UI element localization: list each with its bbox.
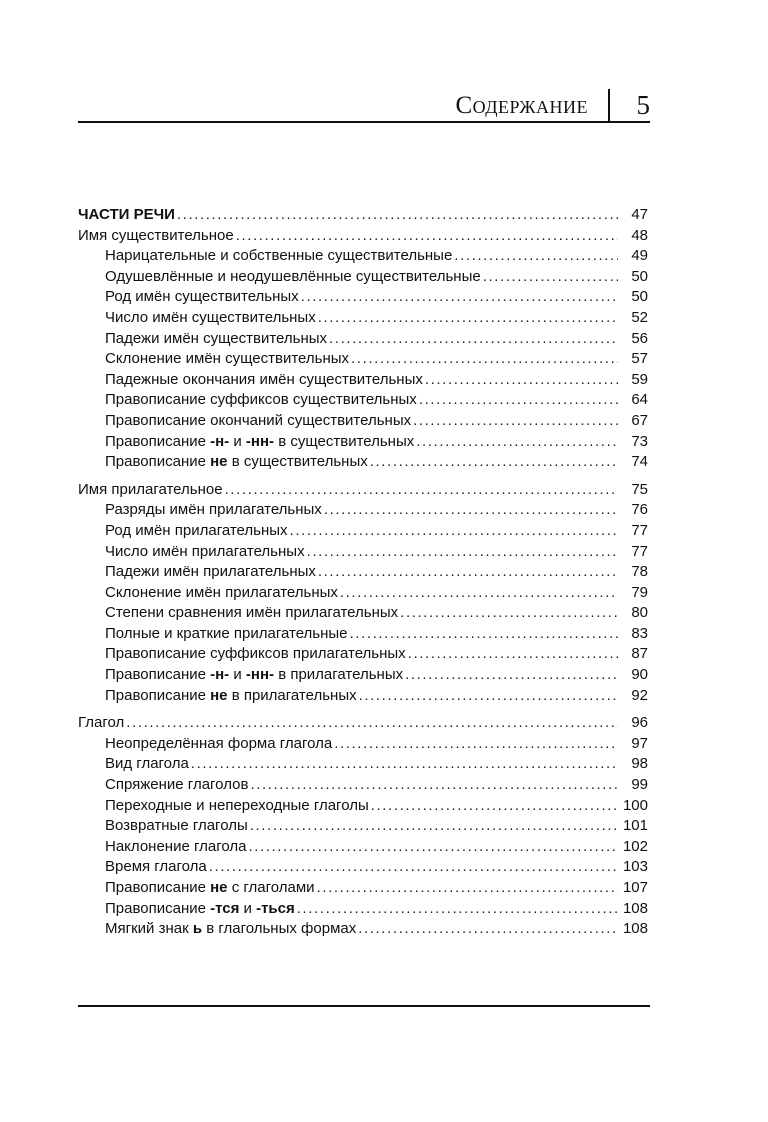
toc-entry-text: Неопределённая форма глагола: [105, 734, 333, 752]
toc-page-number: 98: [631, 755, 648, 773]
toc-page-number: 77: [631, 542, 648, 560]
toc-entry-emphasis: -тся: [210, 899, 240, 917]
toc-leader: [371, 796, 618, 817]
table-of-contents: [78, 205, 648, 947]
toc-leader: [290, 521, 618, 542]
toc-page-number: 49: [631, 247, 648, 265]
toc-entry-label: [105, 603, 398, 624]
toc-entry-text: и: [239, 899, 257, 917]
toc-entry-text: Правописание суффиксов существительных: [105, 391, 417, 409]
toc-page-number: 75: [631, 480, 648, 498]
toc-chapter-label: Имя прилагательное: [78, 480, 223, 498]
toc-page-number: 57: [631, 350, 648, 368]
toc-leader: [350, 624, 618, 645]
toc-leader: [236, 226, 618, 247]
toc-page-number: 83: [631, 624, 648, 642]
toc-entry-row: [78, 411, 648, 432]
toc-entry-text: Правописание окончаний существительных: [105, 411, 412, 429]
toc-entry-row: [78, 308, 648, 329]
toc-entry-text: Правописание: [105, 453, 211, 471]
toc-page-number: 52: [631, 308, 648, 326]
toc-page-number: 102: [622, 837, 648, 855]
toc-entry-label: [105, 816, 248, 837]
toc-entry-emphasis: не: [210, 879, 228, 896]
toc-entry-row: [78, 329, 648, 350]
header-title: Содержание: [455, 92, 588, 119]
toc-leader: [301, 287, 618, 308]
toc-leader: [329, 329, 618, 350]
toc-chapter-row: [78, 226, 648, 247]
toc-entry-text: Одушевлённые и неодушевлённые существительные: [105, 267, 481, 285]
toc-entry-row: [78, 837, 648, 858]
toc-entry-row: [78, 754, 648, 775]
toc-page-number: 101: [622, 817, 648, 835]
toc-leader: [419, 390, 618, 411]
toc-entry-text: Время глагола: [105, 858, 207, 876]
toc-entry-row: [78, 919, 648, 940]
toc-entry-text: в существительных: [227, 453, 368, 471]
toc-leader: [318, 308, 618, 329]
toc-entry-text: Число имён прилагательных: [105, 542, 305, 560]
toc-entry-emphasis: -н-: [210, 666, 230, 684]
toc-entry-label: [105, 878, 315, 899]
toc-entry-emphasis: ь: [192, 920, 203, 938]
toc-entry-label: [105, 542, 305, 563]
toc-entry-label: [105, 287, 299, 308]
toc-page-number: 59: [631, 370, 648, 388]
toc-entry-row: [78, 287, 648, 308]
toc-page-number: 90: [631, 666, 648, 684]
toc-entry-label: [105, 796, 369, 817]
toc-entry-text: Наклонение глагола: [105, 837, 247, 855]
toc-entry-row: [78, 267, 648, 288]
toc-entry-row: [78, 878, 648, 899]
toc-entry-text: Падежные окончания имён существительных: [105, 370, 423, 388]
toc-entry-label: [105, 308, 316, 329]
toc-entry-text: Падежи имён прилагательных: [105, 563, 316, 581]
toc-entry-row: [78, 644, 648, 665]
toc-entry-label: [105, 857, 207, 878]
toc-entry-label: [105, 390, 417, 411]
toc-leader: [191, 754, 618, 775]
toc-entry-emphasis: не: [210, 686, 228, 704]
toc-noun-items: [78, 246, 648, 473]
toc-entry-text: Полные и краткие прилагательные: [105, 624, 348, 642]
toc-entry-row: [78, 370, 648, 391]
toc-section-verb: [78, 713, 648, 940]
toc-leader: [297, 899, 618, 920]
toc-entry-text: Склонение имён прилагательных: [105, 583, 338, 601]
toc-entry-text: Род имён существительных: [105, 288, 299, 306]
toc-leader: [413, 411, 618, 432]
toc-page-number: 99: [631, 776, 648, 794]
toc-leader: [250, 775, 618, 796]
toc-entry-row: [78, 624, 648, 645]
toc-leader: [340, 583, 618, 604]
toc-chapter-label: Имя существительное: [78, 226, 234, 244]
toc-leader: [370, 452, 618, 473]
toc-entry-label: [105, 411, 411, 432]
toc-entry-label: [105, 686, 357, 707]
toc-entry-emphasis: не: [210, 453, 228, 471]
toc-leader: [359, 686, 618, 707]
toc-entry-text: Правописание: [105, 432, 211, 450]
toc-entry-row: [78, 796, 648, 817]
toc-entry-emphasis: -ться: [256, 899, 295, 917]
toc-page-number: 79: [631, 583, 648, 601]
toc-entry-label: [105, 644, 406, 665]
toc-entry-row: [78, 857, 648, 878]
toc-entry-label: [105, 583, 338, 604]
toc-entry-row: [78, 349, 648, 370]
toc-entry-row: [78, 521, 648, 542]
toc-entry-label: [105, 267, 481, 288]
toc-leader: [307, 542, 618, 563]
toc-entry-row: [78, 775, 648, 796]
toc-entry-label: [105, 899, 295, 920]
toc-entry-label: [105, 665, 403, 686]
toc-leader: [317, 878, 618, 899]
toc-page-number: 108: [622, 899, 648, 917]
toc-entry-text: Правописание: [105, 666, 211, 684]
toc-chapter-row: [78, 480, 648, 501]
toc-entry-label: [105, 734, 332, 755]
toc-leader: [405, 665, 618, 686]
toc-entry-label: [105, 754, 189, 775]
toc-leader: [400, 603, 618, 624]
toc-leader: [225, 480, 618, 501]
toc-page-number: 74: [631, 453, 648, 471]
toc-page-number: 77: [631, 521, 648, 539]
toc-entry-label: [105, 349, 349, 370]
toc-page-number: 56: [631, 329, 648, 347]
toc-entry-text: Возвратные глаголы: [105, 817, 248, 835]
toc-entry-label: [105, 624, 348, 645]
toc-entry-text: с глаголами: [227, 879, 315, 896]
toc-leader: [126, 713, 618, 734]
toc-entry-emphasis: -нн-: [245, 666, 275, 684]
toc-heading-label: ЧАСТИ РЕЧИ: [78, 206, 175, 223]
toc-entry-row: [78, 542, 648, 563]
toc-entry-label: [105, 919, 356, 940]
toc-page-number: 78: [631, 563, 648, 581]
toc-page-number: 50: [631, 288, 648, 306]
toc-leader: [483, 267, 618, 288]
toc-entry-text: и: [229, 666, 246, 684]
header-page-number: 5: [636, 90, 650, 120]
toc-section-heading: [78, 205, 648, 473]
toc-entry-label: [105, 500, 322, 521]
toc-entry-text: в прилагательных: [227, 686, 357, 704]
toc-entry-row: [78, 816, 648, 837]
toc-entry-text: Правописание: [105, 879, 211, 896]
toc-entry-label: [105, 775, 248, 796]
toc-entry-row: [78, 246, 648, 267]
toc-page-number: 48: [631, 226, 648, 244]
toc-entry-text: Переходные и непереходные глаголы: [105, 796, 369, 814]
toc-entry-text: Вид глагола: [105, 755, 189, 773]
toc-page-number: 97: [631, 734, 648, 752]
toc-chapter-row: [78, 713, 648, 734]
toc-heading-row: [78, 205, 648, 226]
toc-entry-row: [78, 452, 648, 473]
toc-page-number: 67: [631, 411, 648, 429]
toc-entry-text: и: [229, 432, 246, 450]
toc-page-number: 76: [631, 501, 648, 519]
toc-entry-text: Склонение имён существительных: [105, 350, 350, 368]
toc-leader: [425, 370, 618, 391]
toc-entry-text: Нарицательные и собственные существительные: [105, 247, 453, 265]
toc-entry-row: [78, 583, 648, 604]
toc-entry-text: в глагольных формах: [202, 920, 357, 938]
toc-page-number: 103: [622, 858, 648, 876]
toc-leader: [318, 562, 618, 583]
toc-leader: [248, 837, 618, 858]
toc-entry-text: в прилагательных: [274, 666, 404, 684]
toc-entry-label: [105, 521, 288, 542]
toc-leader: [408, 644, 618, 665]
toc-leader: [351, 349, 618, 370]
toc-entry-text: Род имён прилагательных: [105, 521, 288, 539]
toc-entry-label: [105, 432, 414, 453]
toc-entry-text: в существительных: [274, 432, 415, 450]
toc-chapter-label: Глагол: [78, 714, 125, 732]
toc-entry-emphasis: -н-: [210, 432, 230, 450]
footer-rule: [78, 1005, 650, 1007]
toc-entry-row: [78, 686, 648, 707]
toc-entry-text: Правописание: [105, 899, 211, 917]
header-rule: [78, 121, 650, 123]
toc-entry-text: Правописание: [105, 686, 211, 704]
toc-page-number: 92: [631, 686, 648, 704]
toc-entry-label: [105, 329, 327, 350]
toc-entry-text: Число имён существительных: [105, 308, 316, 326]
toc-entry-row: [78, 390, 648, 411]
toc-page-number: 108: [622, 920, 648, 938]
toc-entry-text: Правописание суффиксов прилагательных: [105, 645, 406, 663]
toc-entry-row: [78, 899, 648, 920]
toc-leader: [250, 816, 618, 837]
toc-entry-row: [78, 562, 648, 583]
toc-leader: [177, 205, 618, 226]
toc-page-number: 80: [631, 604, 648, 622]
toc-entry-text: Мягкий знак: [105, 920, 193, 938]
toc-entry-text: Спряжение глаголов: [105, 776, 249, 794]
toc-page-number: 107: [622, 879, 648, 896]
toc-leader: [334, 734, 618, 755]
toc-leader: [358, 919, 618, 940]
toc-page-number: 47: [631, 206, 648, 223]
toc-entry-row: [78, 665, 648, 686]
toc-page-number: 50: [631, 267, 648, 285]
toc-page-number: 100: [622, 796, 648, 814]
toc-entry-row: [78, 432, 648, 453]
toc-entry-label: [105, 246, 452, 267]
toc-entry-label: [105, 370, 423, 391]
toc-leader: [324, 500, 618, 521]
toc-page-number: 64: [631, 391, 648, 409]
toc-page-number: 96: [631, 714, 648, 732]
toc-entry-text: Разряды имён прилагательных: [105, 501, 322, 519]
toc-page-number: 73: [631, 432, 648, 450]
toc-entry-label: [105, 562, 316, 583]
toc-entry-label: [105, 837, 246, 858]
toc-leader: [209, 857, 618, 878]
toc-entry-row: [78, 734, 648, 755]
toc-entry-row: [78, 603, 648, 624]
toc-adjective-items: [78, 500, 648, 706]
header-divider: [608, 89, 610, 121]
toc-entry-text: Степени сравнения имён прилагательных: [105, 604, 399, 622]
toc-entry-row: [78, 500, 648, 521]
toc-section-adjective: [78, 480, 648, 707]
toc-verb-items: [78, 734, 648, 940]
toc-entry-emphasis: -нн-: [245, 432, 275, 450]
toc-leader: [454, 246, 618, 267]
toc-leader: [416, 432, 618, 453]
toc-page-number: 87: [631, 645, 648, 663]
toc-entry-text: Падежи имён существительных: [105, 329, 328, 347]
toc-entry-label: [105, 452, 368, 473]
running-header: [78, 86, 650, 120]
